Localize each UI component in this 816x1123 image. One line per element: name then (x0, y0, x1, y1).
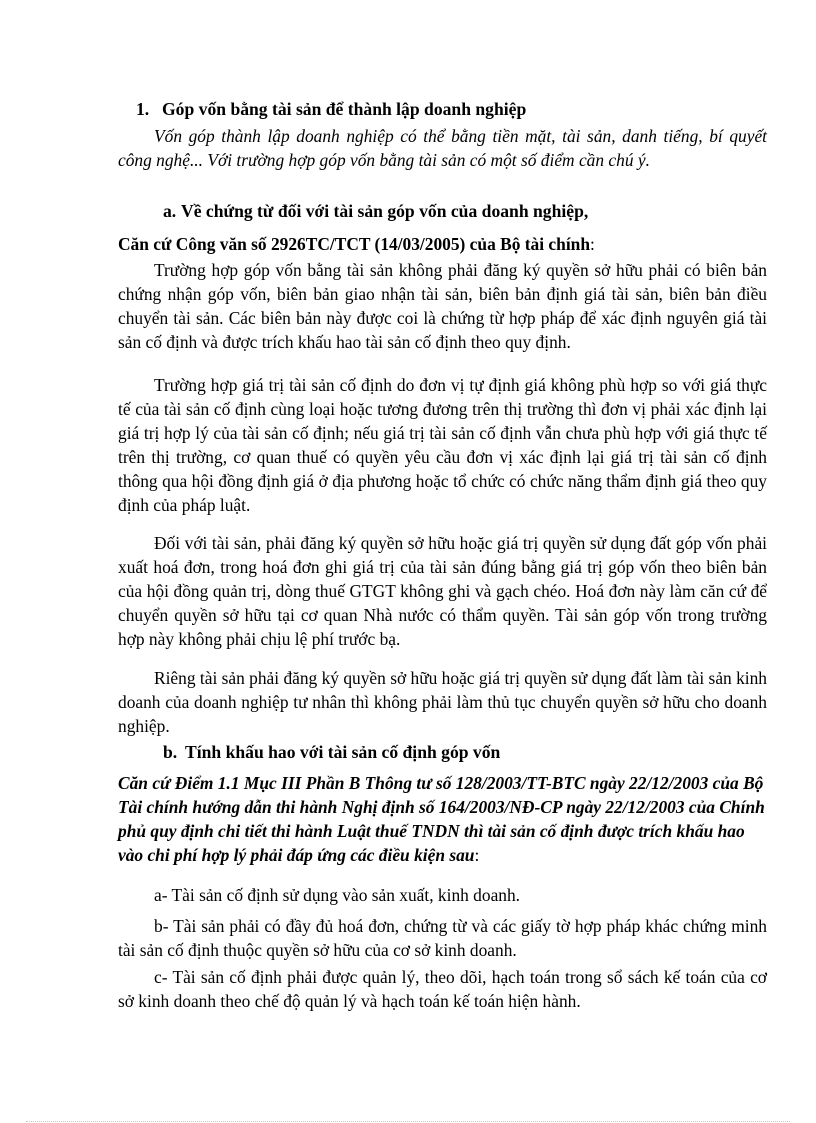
section-a-paragraph-4: Riêng tài sản phải đăng ký quyền sở hữu hoặc giá trị quyền sử dụng đất làm tài sản kinh doanh của doanh nghiệp tư nhân thì không phải làm thủ tục chuyển quyền sở hữu cho doanh nghiệp. (118, 668, 767, 736)
section-a-heading (163, 199, 767, 223)
section-a-title: Về chứng từ đối với tài sản góp vốn của doanh nghiệp, (181, 201, 589, 221)
section-1-heading (136, 97, 766, 121)
page-bottom-divider (26, 1121, 790, 1122)
section-a-basis-colon: : (590, 234, 595, 254)
condition-item: c- Tài sản cố định phải được quản lý, theo dõi, hạch toán trong sổ sách kế toán của cơ sở kinh doanh theo chế độ quản lý và hạch toán kế toán hiện hành. (118, 967, 767, 1011)
section-a-number: a. (163, 201, 177, 221)
section-a-paragraph-1: Trường hợp góp vốn bằng tài sản không phải đăng ký quyền sở hữu phải có biên bản chứng nhận góp vốn, biên bản giao nhận tài sản, biên bản định giá tài sản, biên bản điều chuyển tài sản. Các biên bản này được coi là chứng từ hợp pháp để xác định nguyên giá tài sản cố định và được trích khấu hao tài sản cố định theo quy định. (118, 260, 767, 352)
section-b-basis-text: Căn cứ Điểm 1.1 Mục III Phần B Thông tư số 128/2003/TT-BTC ngày 22/12/2003 của Bộ Tài chính hướng dẫn thi hành Nghị định số 164/2003/NĐ-CP ngày 22/12/2003 của Chính phủ quy định chi tiết thi hành Luật thuế TNDN thì tài sản cố định được trích khấu hao vào chi phí hợp lý phải đáp ứng các điều kiện sau (118, 773, 765, 865)
section-1-title: Góp vốn bằng tài sản để thành lập doanh nghiệp (162, 99, 527, 119)
section-b-number: b. (163, 742, 178, 762)
section-a-basis (118, 232, 767, 256)
section-b-title: Tính khấu hao với tài sản cố định góp vốn (185, 742, 501, 762)
section-b-basis (118, 771, 767, 867)
section-b-heading (163, 740, 767, 764)
section-1-intro: Vốn góp thành lập doanh nghiệp có thể bằng tiền mặt, tài sản, danh tiếng, bí quyết công nghệ... Với trường hợp góp vốn bằng tài sản có một số điểm cần chú ý. (118, 126, 767, 170)
condition-item: a- Tài sản cố định sử dụng vào sản xuất, kinh doanh. (154, 885, 521, 905)
section-a-paragraph-3: Đối với tài sản, phải đăng ký quyền sở hữu hoặc giá trị quyền sử dụng đất góp vốn phải xuất hoá đơn, trong hoá đơn ghi giá trị của tài sản đúng bằng giá trị góp vốn theo biên bản của hội đồng quản trị, dòng thuế GTGT không ghi và gạch chéo. Hoá đơn này làm căn cứ để chuyển quyền sở hữu tại cơ quan Nhà nước có thẩm quyền. Tài sản góp vốn trong trường hợp này không phải chịu lệ phí trước bạ. (118, 533, 767, 649)
condition-item: b- Tài sản phải có đầy đủ hoá đơn, chứng từ và các giấy tờ hợp pháp khác chứng minh tài sản cố định thuộc quyền sở hữu của cơ sở kinh doanh. (118, 916, 767, 960)
section-a-paragraph-2: Trường hợp giá trị tài sản cố định do đơn vị tự định giá không phù hợp so với giá thực tế của tài sản cố định cùng loại hoặc tương đương trên thị trường thì đơn vị phải xác định lại giá trị hợp lý của tài sản cố định; nếu giá trị tài sản cố định vẫn chưa phù hợp với giá thực tế trên thị trường, cơ quan thuế có quyền yêu cầu đơn vị xác định lại giá trị tài sản cố định thông qua hội đồng định giá ở địa phương hoặc tổ chức có chức năng thẩm định giá theo quy định của pháp luật. (118, 375, 767, 515)
section-1-number: 1. (136, 99, 150, 119)
section-a-basis-text: Căn cứ Công văn số 2926TC/TCT (14/03/2005) của Bộ tài chính (118, 234, 590, 254)
section-b-basis-colon: : (474, 845, 480, 865)
